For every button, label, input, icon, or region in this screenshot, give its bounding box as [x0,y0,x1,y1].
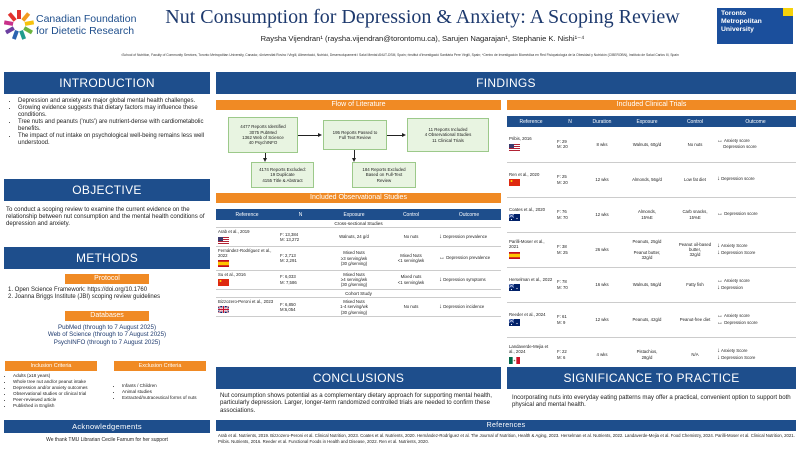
trial-control: Carb snacks, 15%E [675,197,715,232]
exclusion-list [115,383,210,401]
australia-flag-icon [509,284,520,291]
trial-exposure: Almonds, 15%E [619,197,675,232]
trial-exposure: Pistachios, 28g/d [619,337,675,372]
trial-reference: Parilli-Moser et al., 2021 [507,232,555,267]
obs-table-row [216,297,501,316]
significance-heading: SIGNIFICANCE TO PRACTICE [507,367,796,389]
obs-exposure: Mixed Nuts ≥3 serving/wk (30 g/serving) [323,246,385,270]
mexico-flag-icon [509,357,520,364]
outcome-arrow-icon: ↓ [717,176,720,183]
obs-col-exposure: Exposure [323,209,385,220]
intro-bullet: • Tree nuts and peanuts ('nuts') are nutrient-dense with cardiometabolic benefits. [18,119,208,133]
obs-outcome: ↓ Depression prevalence [437,228,501,247]
trial-col-outcome: Outcome [715,116,796,127]
intro-bullet: • Growing evidence suggests that dietary factors may influence these conditions. [18,105,208,119]
authors: Raysha Vijendran¹ (raysha.vijendran@torontomu.ca), Sarujen Nagarajan¹, Stephanie K. Nishi¹⁻⁴ [260,34,585,43]
trial-table-row [507,267,796,302]
trials-table [507,116,796,373]
trial-control: Fatty fish [675,267,715,302]
trial-table-row [507,197,796,232]
tmu-logo-line1: Toronto [721,10,747,17]
introduction-list [8,98,208,147]
trials-label: Included Clinical Trials [507,100,796,110]
obs-control: No nuts [385,297,437,316]
significance-text: Incorporating nuts into everyday eating patterns may offer a practical, convenient option to support both physical and mental health. [512,394,791,409]
introduction-heading: INTRODUCTION [4,72,210,94]
references-heading: References [216,420,796,431]
cfdr-logo [4,8,154,42]
obs-n: F: 2,713 M: 2,291 [278,246,323,270]
trial-control: Peanut oil-based butter, 32g/d [675,232,715,267]
objective-text: To conduct a scoping review to examine the current evidence on the relationship between nut consumption and the mental health conditions of depression and anxiety. [6,206,205,228]
obs-exposure: Mixed Nuts 1-4 serving/wk (30 g/serving) [323,297,385,316]
obs-n: F: 6,850 M:6,054 [278,297,323,316]
trial-exposure: Walnuts, 60g/d [619,127,675,162]
trial-outcome: ↓ Anxiety Score ↓ Depression Score [715,232,796,267]
databases-list [4,324,210,346]
acknowledgements-text: We thank TMU Librarian Cecile Farnum for her support [46,437,168,443]
protocol-item: 1. Open Science Framework: https://doi.org/10.1760 [8,287,148,293]
acknowledgements-heading: Acknowledgements [4,420,210,433]
outcome-arrow-icon: ↓ [717,284,720,291]
trial-outcome: ↔ Anxiety score ↓ Depression [715,267,796,302]
uk-flag-icon [218,306,229,313]
obs-outcome: ↔ Depression prevalence [437,246,501,270]
observational-label: Included Observational Studies [216,193,501,203]
exclusion-item: • Infants / Children [122,383,210,389]
trial-col-reference: Reference [507,116,555,127]
exclusion-item: • Extracted/nutraceutical forms of nuts [122,395,210,401]
database-item: Web of Science (through to 7 August 2025) [47,331,167,339]
trial-duration: 16 wks [585,267,619,302]
obs-reference: Fernández-Rodríguez et al., 2022 [216,246,278,270]
exclusion-item: • Animal studies [122,389,210,395]
trial-duration: 12 wks [585,302,619,337]
obs-n: F: 13,384 M: 13,272 [278,228,323,247]
inclusion-item: • Depression and/or anxiety outcomes [13,385,110,391]
outcome-arrow-icon: ↓ [717,243,720,250]
exclusion-label: Exclusion Criteria [114,361,206,371]
trial-reference: Landaverde-Mejia et al., 2024 [507,337,555,372]
trial-n: F: 25 M: 20 [555,162,585,197]
protocol-item: 2. Joanna Briggs Institute (JBI) scoping review guidelines [8,294,161,300]
australia-flag-icon [509,319,520,326]
trial-control: Peanut-free diet [675,302,715,337]
outcome-arrow-icon: ↓ [717,348,720,355]
poster-title: Nut Consumption for Depression & Anxiety: A Scoping Review [165,6,680,28]
outcome-arrow-icon [717,144,722,150]
china-flag-icon [218,279,229,286]
outcome-arrow-icon: ↓ [439,303,442,310]
inclusion-item: • Whole tree nut and/or peanut intake [13,379,110,385]
intro-bullet: • Depression and anxiety are major global mental health challenges. [18,98,208,105]
obs-outcome: ↓ Depression symptoms [437,270,501,289]
trial-duration: 12 wks [585,162,619,197]
obs-exposure: Mixed Nuts ≥4 serving/wk (30 g/serving) [323,270,385,289]
spain-flag-icon [509,252,520,259]
outcome-arrow-icon: ↔ [717,211,723,218]
outcome-arrow-icon: ↔ [717,137,723,144]
affiliations: ¹School of Nutrition, Faculty of Community Services, Toronto Metropolitan University, Canada; ²Universitat Rovira i Virgili, Alimentació, Nutrició, Desenvolupament i Salut Mental ANUT-DSM, Spain; ³Institut d'Investigació Sanitària Pere Virgili, Spain; ⁴Centro de Investigación Biomédica en Red Fisiopatología de la Obesidad y Nutrición (CIBEROBN), Instituto de Salud Carlos III, Spain [121,53,679,57]
trial-exposure: Peanuts, 42g/d [619,302,675,337]
methods-heading: METHODS [4,247,210,269]
intro-bullet: • The impact of nut intake on psychological well-being remains less well understood. [18,133,208,147]
findings-heading: FINDINGS [216,72,796,94]
obs-section-label: Cohort Study [216,289,501,297]
trial-n: F: 61 M: 9 [555,302,585,337]
tmu-logo-line3: University [721,26,754,33]
database-item: PubMed (through to 7 August 2025) [57,324,157,331]
trial-reference: Coates et al., 2020 [507,197,555,232]
trial-exposure: Peanuts, 25g/d Peanut butter, 32g/d [619,232,675,267]
obs-col-outcome: Outcome [437,209,501,220]
flow-arrow [387,135,403,136]
outcome-arrow-icon: ↔ [717,278,723,285]
flow-excluded-1: 4174 Reports Excluded: 19 Duplicate 4155 Title & Abstract [251,162,314,188]
cfdr-logo-line1: Canadian Foundation [36,13,137,25]
inclusion-item: • Peer-reviewed article [13,397,110,403]
trial-reference: Ren et al., 2020 [507,162,555,197]
china-flag-icon [509,179,520,186]
trial-reference: Pribis, 2016 [507,127,555,162]
spain-flag-icon [218,260,229,267]
trial-table-row [507,127,796,162]
obs-col-n: N [278,209,323,220]
obs-exposure: Walnuts, 24 g/d [323,228,385,247]
trial-col-n: N [555,116,585,127]
trial-control: Low fat diet [675,162,715,197]
obs-table-row [216,228,501,247]
trial-n: F: 22 M: 6 [555,337,585,372]
trial-exposure: Almonds, 56g/d [619,162,675,197]
obs-col-control: Control [385,209,437,220]
database-item: PsychINFO (through to 7 August 2025) [53,338,161,346]
obs-reference: Su et al., 2016 [216,270,278,289]
flow-identified: 4477 Reports Identified 3075 PubMed 1362 Web of Science 40 PsychINFO [228,117,298,153]
flow-arrow [298,135,319,136]
obs-control: Mixed nuts <1 serving/wk [385,270,437,289]
trial-duration: 8 wks [585,127,619,162]
trial-outcome: ↓ Anxiety Score ↓ Depression Score [715,337,796,372]
cfdr-logo-line2: for Dietetic Research [36,25,135,37]
outcome-arrow-icon: ↔ [439,255,445,262]
trial-n: F: 76 M: 70 [555,197,585,232]
trial-outcome: ↔ Anxiety score ↔ Depression score [715,302,796,337]
references-text: Arab et al. Nutrients, 2019. Bizzozero-Peroni et al. Clinical Nutrition, 2023. Coates et al. Nutrients, 2020. Hernández-Rodríguez et al. The Journal of Nutrition, Health & Aging, 2023. Herselman et al. Nutrients, 2022. Landaverde-Mejia et al. Food Chemistry, 2024. Parilli-Moser et al. Clinical Nutrition, 2021. Pribis. Nutrients, 2016. Reeder et al. Functional Foods in Health and Disease, 2022. Ren et al. Nutrients, 2020. [218,433,795,444]
tmu-logo-line2: Metropolitan [721,18,762,25]
trial-duration: 4 wks [585,337,619,372]
flow-label: Flow of Literature [216,100,501,110]
obs-reference: Bizzozero-Peroni et al., 2023 [216,297,278,316]
trial-reference: Reeder et al., 2024 [507,302,555,337]
usa-flag-icon [218,237,229,244]
obs-outcome: ↓ Depression incidence [437,297,501,316]
trial-col-duration: Duration [585,116,619,127]
trial-outcome: ↔ Anxiety score Depression score [715,127,796,162]
trial-exposure: Walnuts, 56g/d [619,267,675,302]
obs-control: Mixed Nuts <1 serving/wk [385,246,437,270]
trial-control: No nuts [675,127,715,162]
obs-table-row [216,270,501,289]
trial-outcome: ↔ Depression score [715,197,796,232]
tmu-logo [717,8,793,44]
trial-table-row [507,232,796,267]
inclusion-label: Inclusion Criteria [5,361,97,371]
trial-duration: 12 wks [585,197,619,232]
trial-n: F: 29 M: 20 [555,127,585,162]
objective-heading: OBJECTIVE [4,179,210,201]
outcome-arrow-icon: ↔ [717,319,723,326]
trial-table-row [507,162,796,197]
cfdr-logo-icon [4,8,34,40]
outcome-arrow-icon: ↓ [717,354,720,361]
outcome-arrow-icon: ↓ [717,249,720,256]
trial-control: N/A [675,337,715,372]
trial-n: F: 38 M: 25 [555,232,585,267]
obs-control: No nuts [385,228,437,247]
inclusion-list [6,373,110,409]
protocol-label: Protocol [65,274,149,284]
obs-col-reference: Reference [216,209,278,220]
inclusion-item: • Observational studies or clinical trial [13,391,110,397]
conclusions-heading: CONCLUSIONS [216,367,501,389]
trial-duration: 26 wks [585,232,619,267]
flow-arrow [354,150,355,159]
trial-table-row [507,302,796,337]
obs-n: F: 6,033 M: 7,586 [278,270,323,289]
flow-excluded-2: 184 Reports Excluded Based on Full-Text Review [352,162,416,188]
flow-included: 11 Reports Included 4 Observational Studies 11 Clinical Trials [407,118,489,152]
trial-col-exposure: Exposure [619,116,675,127]
conclusions-text: Nut consumption shows potential as a complementary dietary approach for supporting mental health, particularly depression. Larger, longer-term randomized controlled trials are needed to confirm these associations. [220,392,492,414]
inclusion-item: • Published in English [13,403,110,409]
databases-label: Databases [65,311,149,321]
outcome-arrow-icon: ↓ [439,233,442,240]
flow-passed: 195 Reports Passed to Full Text Review [323,120,387,150]
trial-col-control: Control [675,116,715,127]
australia-flag-icon [509,214,520,221]
tmu-logo-accent [783,8,793,16]
trial-outcome: ↓ Depression score [715,162,796,197]
outcome-arrow-icon: ↓ [439,276,442,283]
obs-section-label: Cross-sectional Studies [216,220,501,228]
flow-arrow [265,153,266,159]
outcome-arrow-icon: ↔ [717,313,723,320]
trial-reference: Herselman et al., 2022 [507,267,555,302]
obs-reference: Arab et al., 2019 [216,228,278,247]
usa-flag-icon [509,144,520,151]
obs-table-row [216,246,501,270]
observational-table [216,209,501,317]
trial-n: F: 78 M: 70 [555,267,585,302]
inclusion-item: • Adults (≥18 years) [13,373,110,379]
